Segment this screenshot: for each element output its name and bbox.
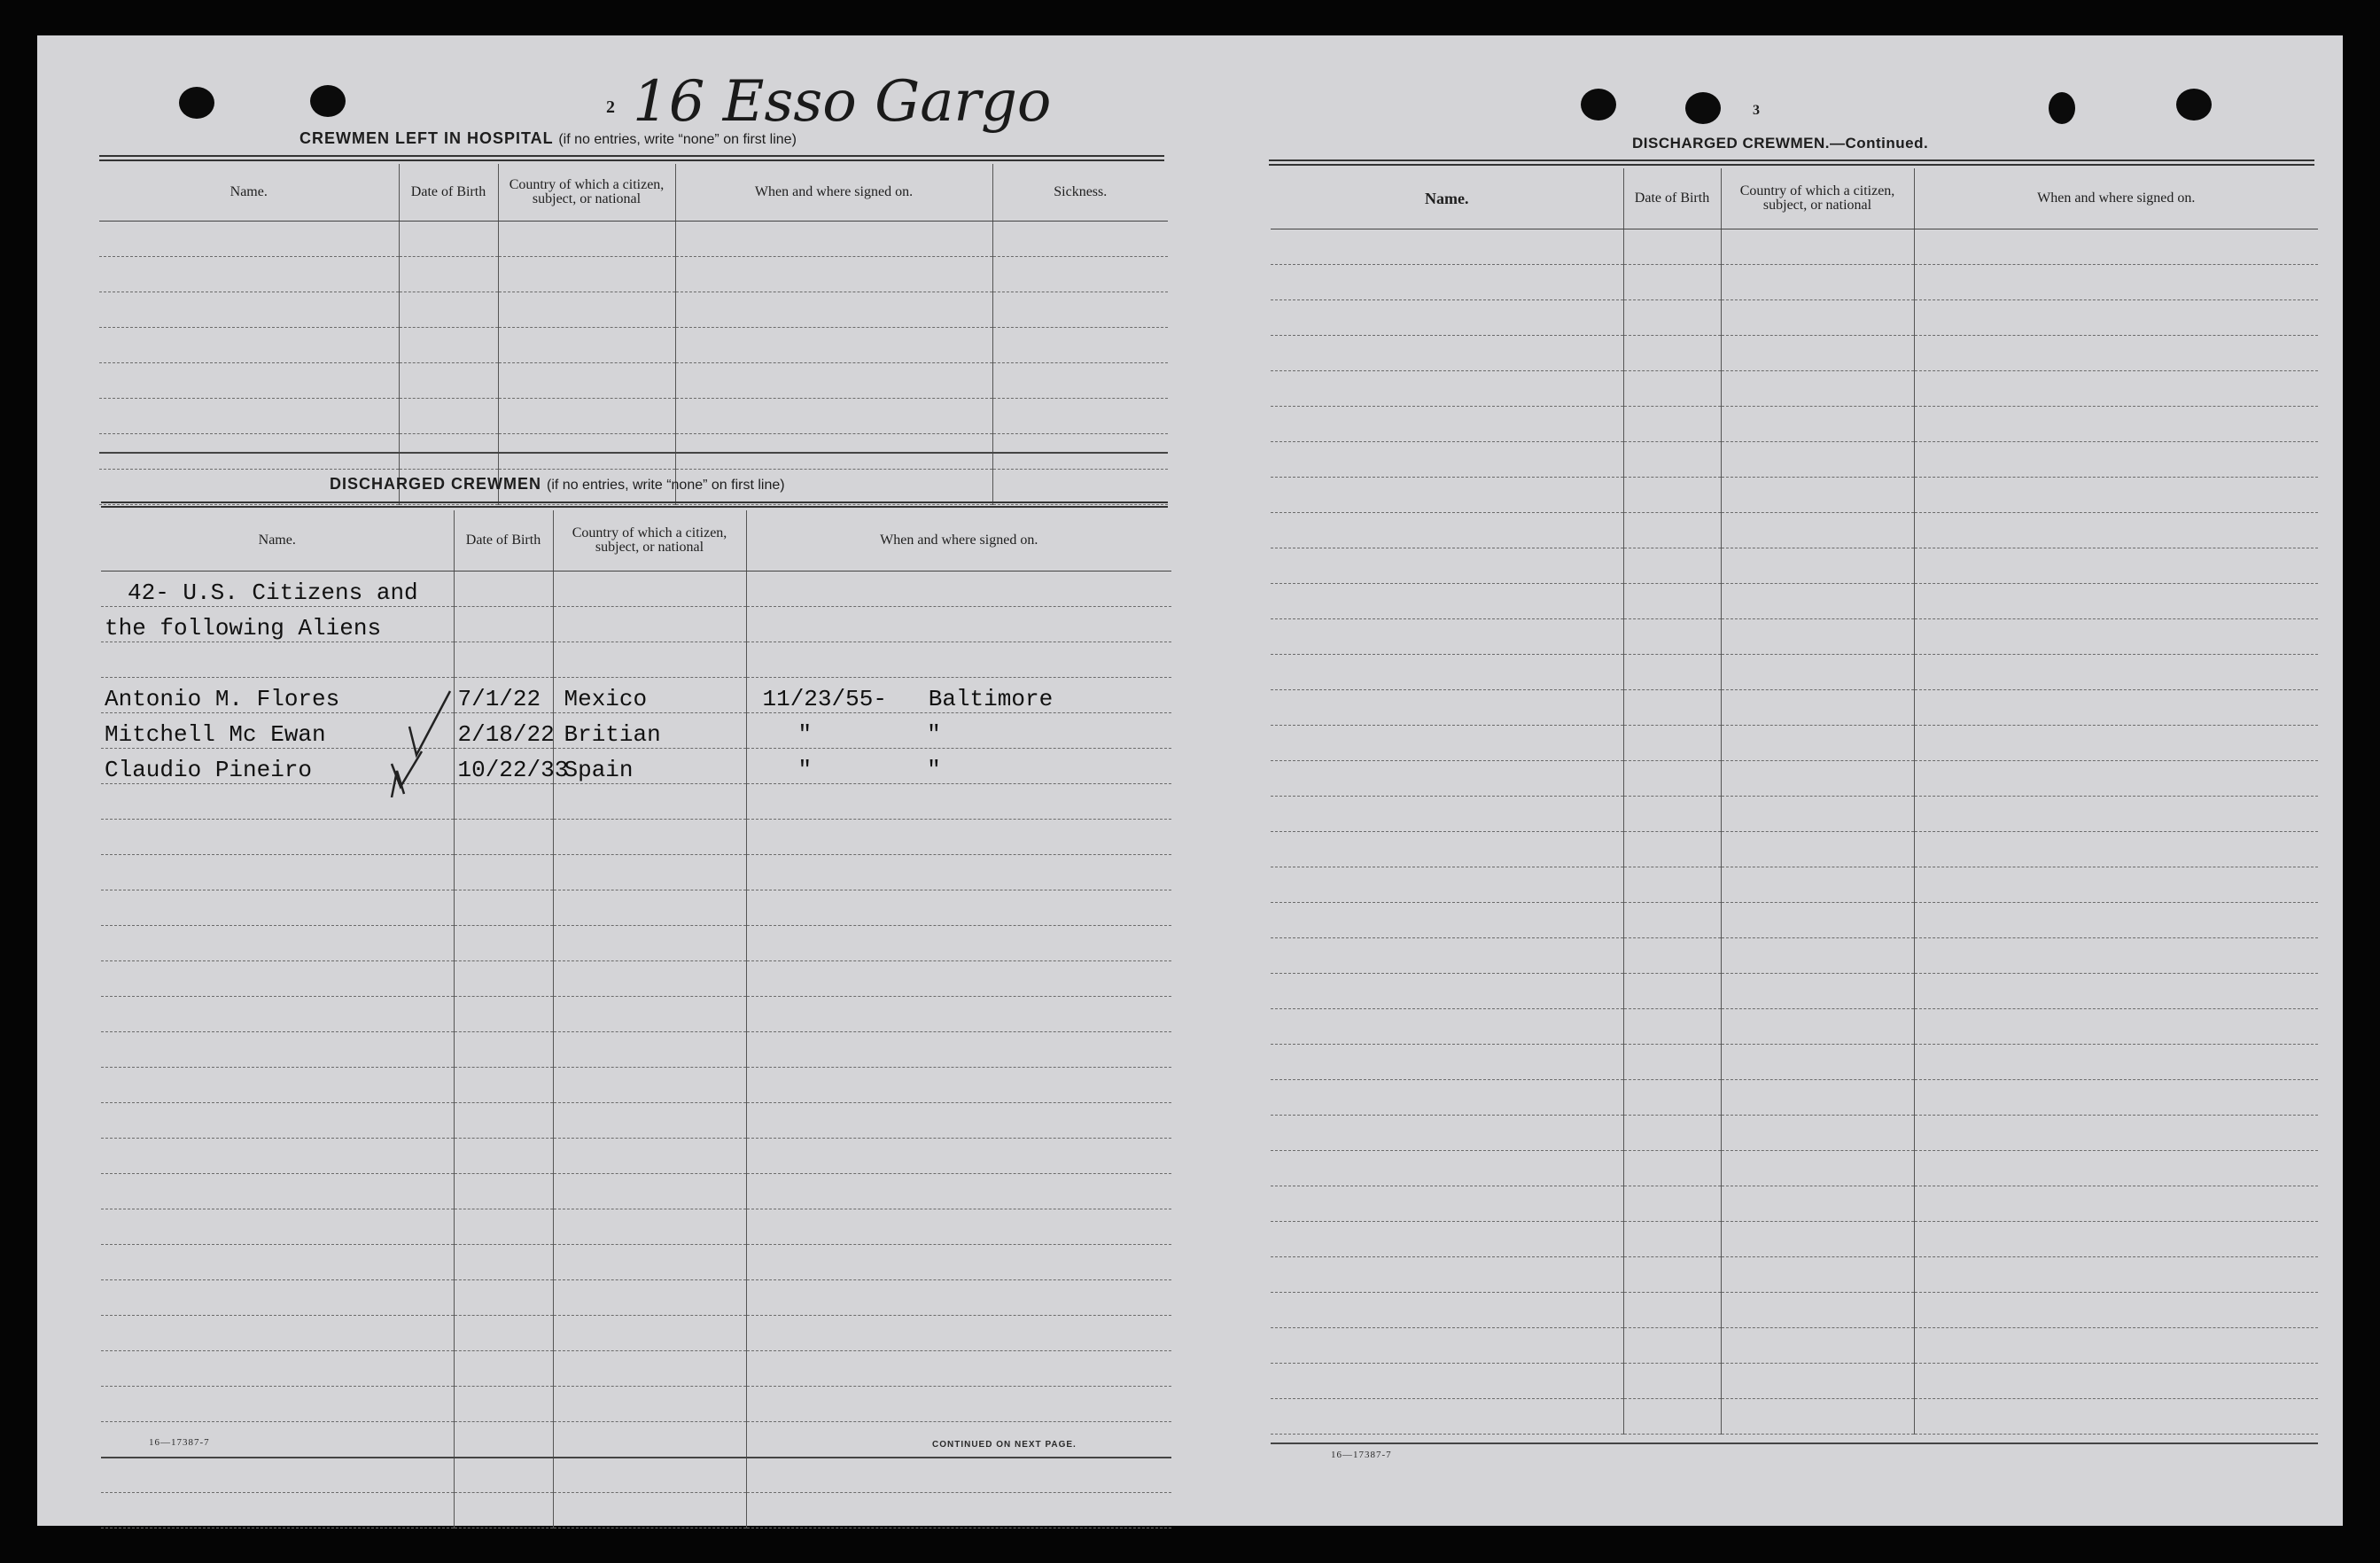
table-row: [101, 1102, 1171, 1138]
table-row: [101, 1386, 1171, 1421]
form-number: 16—17387-7: [149, 1437, 210, 1448]
table-row: [1271, 1398, 2318, 1434]
column-header-dob: Date of Birth: [399, 164, 498, 221]
table-row: [101, 925, 1171, 960]
table-row: [1271, 229, 2318, 264]
right-page: [1189, 35, 2343, 1526]
page-number: 2: [606, 97, 615, 117]
table-row: [1271, 441, 2318, 477]
crewman-name: Mitchell Mc Ewan: [101, 712, 454, 748]
rule: [1269, 159, 2314, 166]
punch-hole: [1685, 92, 1721, 124]
punch-hole: [310, 85, 346, 117]
table-row: [1271, 902, 2318, 937]
table-row: [99, 221, 1168, 256]
page-number: 3: [1753, 103, 1760, 118]
table-row: [99, 398, 1168, 433]
table-row: [101, 996, 1171, 1031]
table-row: [1271, 264, 2318, 299]
table-row: [101, 1244, 1171, 1279]
table-row: [101, 712, 1171, 748]
crewman-dob: 7/1/22: [454, 677, 553, 712]
handwritten-check-marks: [365, 656, 454, 797]
intro-line: the following Aliens: [101, 606, 454, 642]
table-row: [1271, 937, 2318, 973]
table-row: [1271, 1327, 2318, 1363]
table-row: [1271, 973, 2318, 1008]
column-header-signed-on: When and where signed on.: [675, 164, 992, 221]
table-row: [101, 1315, 1171, 1350]
table-row: [99, 433, 1168, 469]
table-row: [99, 362, 1168, 398]
intro-line: 42- U.S. Citizens and: [101, 571, 454, 606]
table-row: [101, 642, 1171, 677]
left-page: [37, 35, 1189, 1526]
table-row: [101, 1209, 1171, 1244]
rule: [1271, 1442, 2318, 1444]
table-row: [101, 1173, 1171, 1209]
table-row: [1271, 796, 2318, 831]
table-row: [1271, 760, 2318, 796]
table-row: [101, 819, 1171, 854]
table-row: [1271, 1363, 2318, 1398]
crewman-country: Spain: [553, 748, 746, 783]
table-row: [1271, 1044, 2318, 1079]
handwritten-annotation: 16 Esso Gargo: [633, 69, 1052, 135]
table-row: [101, 677, 1171, 712]
table-row: [101, 1138, 1171, 1173]
column-header-name: Name.: [99, 164, 399, 221]
table-row: [101, 783, 1171, 819]
continued-note: CONTINUED ON NEXT PAGE.: [932, 1440, 1077, 1450]
crewman-signed-on: " ": [746, 748, 1171, 783]
column-header-signed-on: When and where signed on.: [746, 510, 1171, 571]
table-row: [1271, 1292, 2318, 1327]
table-row: [1271, 1150, 2318, 1186]
punch-hole: [2176, 89, 2212, 121]
rule: [101, 1457, 1171, 1458]
table-row: [1271, 299, 2318, 335]
table-row: [1271, 370, 2318, 406]
table-row: [1271, 406, 2318, 441]
punch-hole: [179, 87, 214, 119]
table-row: [1271, 1079, 2318, 1115]
crewman-signed-on: " ": [746, 712, 1171, 748]
column-header-dob: Date of Birth: [454, 510, 553, 571]
crewman-name: Claudio Pineiro: [101, 748, 454, 783]
table-row: [1271, 831, 2318, 867]
table-row: [101, 854, 1171, 890]
table-row: [101, 748, 1171, 783]
table-row: [1271, 1186, 2318, 1221]
crewman-dob: 10/22/33: [454, 748, 553, 783]
table-row: [101, 1031, 1171, 1067]
table-row: [101, 960, 1171, 996]
table-row: [1271, 1008, 2318, 1044]
table-row: [101, 1492, 1171, 1528]
table-row: [1271, 477, 2318, 512]
table-row: [1271, 867, 2318, 902]
table-row: [99, 256, 1168, 292]
page-title: DISCHARGED CREWMEN.—Continued.: [1632, 135, 1929, 152]
crewman-signed-on: 11/23/55- Baltimore: [746, 677, 1171, 712]
document-sheet: [37, 35, 2343, 1526]
rule: [101, 502, 1168, 508]
column-header-country: Country of which a citizen, subject, or national: [1721, 168, 1914, 229]
column-header-name: Name.: [1271, 168, 1623, 229]
punch-hole: [2049, 92, 2075, 124]
table-row: [101, 571, 1171, 606]
table-row: [101, 890, 1171, 925]
punch-hole: [1581, 89, 1616, 121]
column-header-sickness: Sickness.: [992, 164, 1168, 221]
table-row: [99, 292, 1168, 327]
discharged-section-title: DISCHARGED CREWMEN (if no entries, write “none” on first line): [330, 475, 785, 493]
table-row: [1271, 725, 2318, 760]
hospital-section-title: CREWMEN LEFT IN HOSPITAL (if no entries, write “none” on first line): [299, 129, 797, 147]
rule: [99, 155, 1164, 161]
rule: [99, 452, 1168, 454]
crewman-dob: 2/18/22: [454, 712, 553, 748]
column-header-name: Name.: [101, 510, 454, 571]
table-row: [99, 327, 1168, 362]
table-row: [101, 1067, 1171, 1102]
crewman-country: Britian: [553, 712, 746, 748]
table-row: [1271, 1221, 2318, 1256]
table-row: [1271, 1256, 2318, 1292]
form-number: 16—17387-7: [1331, 1450, 1392, 1460]
column-header-country: Country of which a citizen, subject, or national: [553, 510, 746, 571]
table-row: [1271, 583, 2318, 618]
table-row: [101, 1279, 1171, 1315]
table-row: [1271, 548, 2318, 583]
table-row: [1271, 335, 2318, 370]
table-row: [1271, 1115, 2318, 1150]
column-header-country: Country of which a citizen, subject, or national: [498, 164, 675, 221]
table-row: [101, 1457, 1171, 1492]
discharged-continued-table: [1271, 168, 2318, 1435]
table-row: [101, 1350, 1171, 1386]
column-header-signed-on: When and where signed on.: [1914, 168, 2318, 229]
crewman-name: Antonio M. Flores: [101, 677, 454, 712]
table-row: [1271, 689, 2318, 725]
table-row: [101, 1421, 1171, 1457]
table-row: [1271, 618, 2318, 654]
table-row: [1271, 512, 2318, 548]
table-row: [101, 606, 1171, 642]
column-header-dob: Date of Birth: [1623, 168, 1721, 229]
table-row: [1271, 654, 2318, 689]
crewman-country: Mexico: [553, 677, 746, 712]
discharged-table: [101, 510, 1171, 1528]
